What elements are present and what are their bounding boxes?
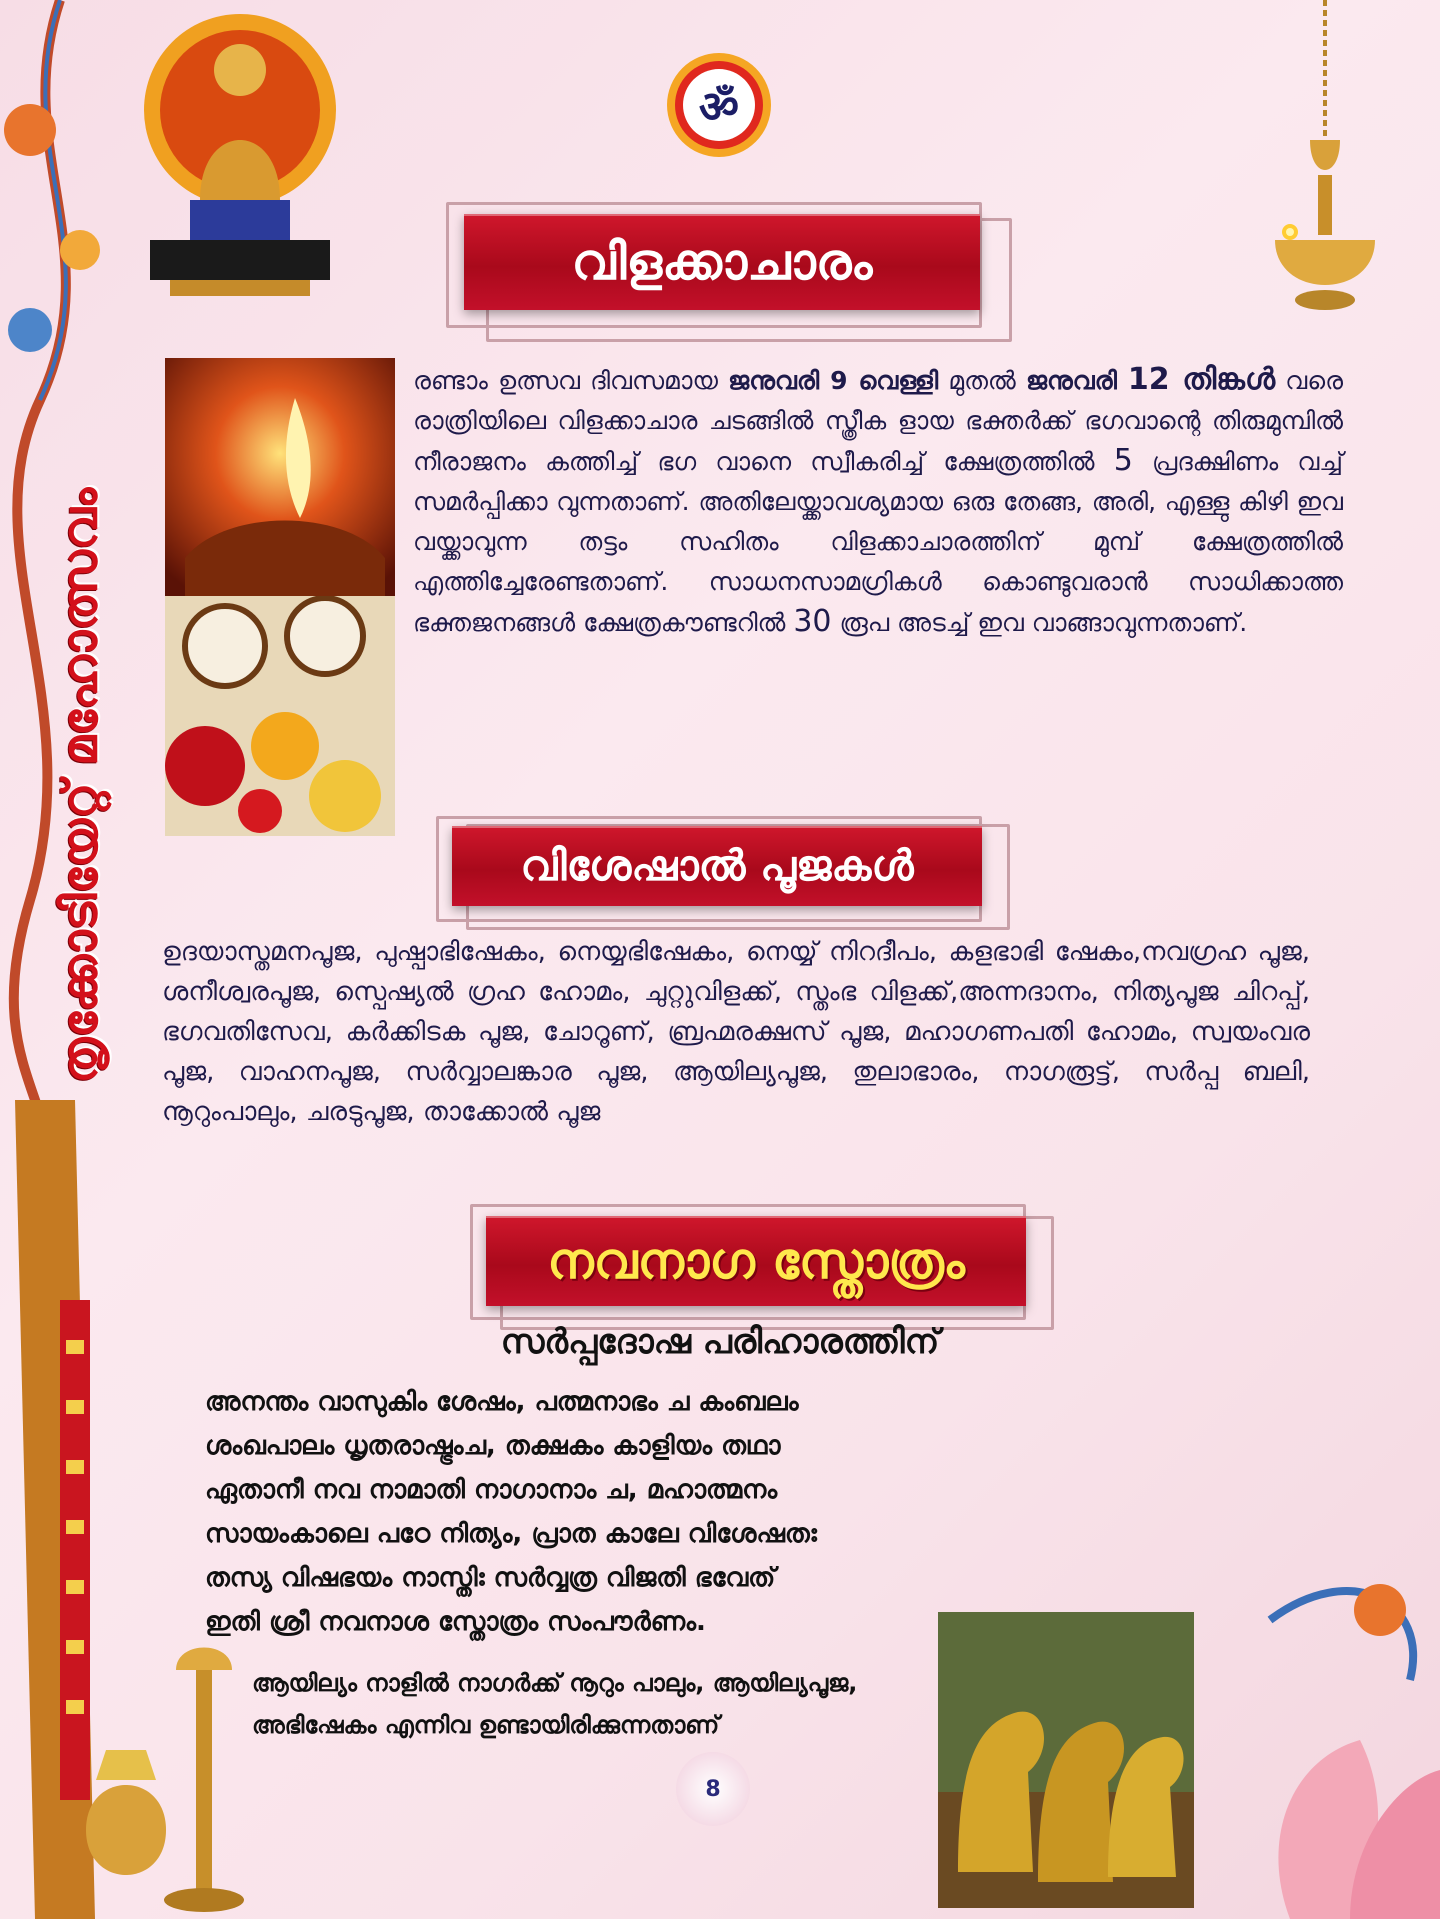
page-number-badge bbox=[676, 1752, 750, 1826]
side-title-text: തൃക്കോടിയേറ്റ് മഹോത്സവം bbox=[52, 487, 109, 1083]
verse-line: ഏതാനീ നവ നാമാതി നാഗാനാം ച, മഹാത്മനം bbox=[205, 1475, 778, 1505]
para1-text: രൂപ അടച്ച് ഇവ വാങ്ങാവുന്നതാണ്. bbox=[831, 608, 1248, 637]
verse-line: ശംഖപാലം ധൃതരാഷ്ട്രംച, തക്ഷകം കാളിയം തഥാ bbox=[205, 1431, 781, 1461]
verse-line: അനന്തം വാസുകിം ശേഷം, പത്മനാഭം ച കംബലം bbox=[205, 1387, 799, 1417]
para1-text: വരെ രാത്രിയിലെ വിളക്കാചാര ചടങ്ങിൽ സ്ത്രീക ളായ ഭക്തർക്ക് ഭഗവാന്റെ തിരുമുമ്പിൽ നീരാജനം കത്തിച്ച് ഭഗ വാനെ സ്വീകരിച്ച് ക്ഷേത്രത്തിൽ bbox=[413, 366, 1343, 476]
para1-text: പ്രദക്ഷിണം വച്ച് സമർപ്പിക്കാ വുന്നതാണ്. അതിലേയ്ക്കാവശ്യമായ ഒരു തേങ്ങ, അരി, എള്ളു കിഴി ഇവ വയ്ക്കാവുന്ന തട്ടം സഹിതം വിളക്കാചാരത്തിന് മുമ്പ് ക്ഷേത്രത്തിൽ എത്തിച്ചേരേണ്ടതാണ്. സാധനസാമഗ്രികൾ കൊണ്ടുവരാൻ സാധിക്കാത്ത ഭക്തജനങ്ങൾ ക്ഷേത്രകൗണ്ടറിൽ bbox=[413, 447, 1343, 637]
coconut-lamps-photo bbox=[165, 596, 395, 836]
heading-navanaga-stotram: നവനാഗ സ്തോത്രം bbox=[547, 1231, 965, 1290]
verse-line: ഇതി ശ്രീ നവനാശ സ്തോത്രം സംപൗർണം. bbox=[205, 1607, 706, 1637]
para1-date-start: ജനുവരി 9 വെള്ളി bbox=[728, 366, 939, 395]
para1-count: 5 bbox=[1113, 443, 1133, 478]
naga-idols-photo bbox=[938, 1612, 1194, 1908]
om-symbol: ॐ bbox=[698, 82, 740, 133]
para1-amount: 30 bbox=[793, 604, 832, 639]
goddess-image bbox=[130, 0, 350, 300]
stotram-subheading: സർപ്പദോഷ പരിഹാരത്തിന് bbox=[500, 1322, 940, 1362]
ayilyam-note bbox=[252, 1662, 932, 1746]
brass-lamp-image bbox=[76, 1630, 266, 1919]
heading-vilakkacharam: വിളക്കാചാരം bbox=[571, 232, 873, 291]
note-line: അഭിഷേകം എന്നിവ ഉണ്ടായിരിക്കുന്നതാണ് bbox=[252, 1711, 720, 1739]
verse-line: സായംകാലെ പഠേ നിത്യം, പ്രാത കാലേ വിശേഷതഃ bbox=[205, 1519, 817, 1549]
vilakkacharam-paragraph bbox=[413, 360, 1343, 643]
side-festival-title bbox=[38, 385, 124, 1185]
banner-navanaga-stotram bbox=[470, 1198, 1050, 1326]
oil-lamp-photo bbox=[165, 358, 395, 596]
lotus-flower-ornament bbox=[1230, 1540, 1440, 1919]
para1-text: മുതൽ bbox=[938, 366, 1026, 395]
banner-vilakkacharam bbox=[446, 196, 1006, 336]
page-number: 8 bbox=[705, 1776, 721, 1802]
heading-visheshal-poojakal: വിശേഷാൽ പൂജകൾ bbox=[520, 841, 914, 890]
para1-date-end-month: ജനുവരി bbox=[1025, 366, 1128, 395]
om-badge bbox=[664, 50, 774, 160]
banner-visheshal-poojakal bbox=[436, 808, 1006, 928]
hanging-lamp-image bbox=[1270, 0, 1380, 330]
note-line: ആയില്യം നാളിൽ നാഗർക്ക് നൂറും പാലും, ആയില്യപൂജ, bbox=[252, 1669, 858, 1697]
verse-line: തസ്യ വിഷഭയം നാസ്തിഃ സർവ്വത്ര വിജതി ഭവേത് bbox=[205, 1563, 776, 1593]
special-poojas-paragraph: ഉദയാസ്തമനപൂജ, പുഷ്പാഭിഷേകം, നെയ്യഭിഷേകം, നെയ്യ് നിറദീപം, കളഭാഭി ഷേകം,നവഗ്രഹ പൂജ, ശനീശ്വരപൂജ, സ്പെഷ്യൽ ഗ്രഹ ഹോമം, ചുറ്റുവിളക്ക്, സ്തംഭ വിളക്ക്,അന്നദാനം, നിത്യപൂജ ചിറപ്പ്, ഭഗവതിസേവ, കർക്കിടക പൂജ, ചോറൂണ്, ബ്രഹ്മരക്ഷസ് പൂജ, മഹാഗണപതി ഹോമം, സ്വയംവര പൂജ, വാഹനപൂജ, സർവ്വാലങ്കാര പൂജ, ആയില്യപൂജ, തുലാഭാരം, നാഗരൂട്ട്, സർപ്പ ബലി, നൂറുംപാലും, ചരടുപൂജ, താക്കോൽ പൂജ bbox=[162, 937, 1310, 1127]
stotram-verses bbox=[205, 1380, 1065, 1644]
para1-text: രണ്ടാം ഉത്സവ ദിവസമായ bbox=[413, 366, 729, 395]
para1-date-end: 12 തിങ്കൾ bbox=[1127, 362, 1276, 397]
